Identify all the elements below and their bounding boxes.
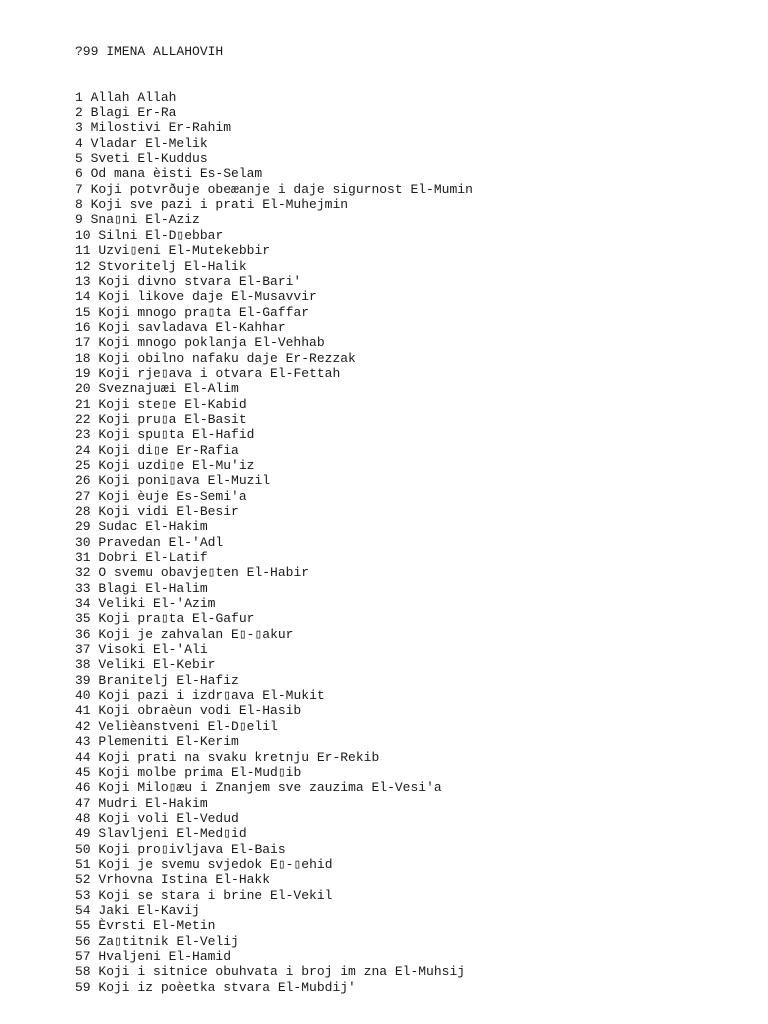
list-item: 48 Koji voli El-Vedud [75,810,239,826]
list-item: 57 Hvaljeni El-Hamid [75,948,232,964]
list-item: 41 Koji obraèun vodi El-Hasib [75,703,302,719]
list-item: 26 Koji poni▯ava El-Muzil [75,473,271,489]
list-item: 16 Koji savladava El-Kahhar [75,319,286,335]
list-item: 32 O svemu obavje▯ten El-Habir [75,565,310,581]
list-item: 47 Mudri El-Hakim [75,795,208,811]
list-item: 51 Koji je svemu svjedok E▯-▯ehid [75,856,333,872]
list-item: 36 Koji je zahvalan E▯-▯akur [75,626,294,642]
list-item: 30 Pravedan El-'Adl [75,534,224,550]
list-item: 35 Koji pra▯ta El-Gafur [75,611,255,627]
list-item: 46 Koji Milo▯æu i Znanjem sve zauzima El-Vesi'a [75,780,442,796]
list-item: 4 Vladar El-Melik [75,135,208,151]
list-item: 27 Koji èuje Es-Semi'a [75,488,247,504]
list-item: 33 Blagi El-Halim [75,580,208,596]
list-item: 15 Koji mnogo pra▯ta El-Gaffar [75,304,310,320]
list-item: 10 Silni El-D▯ebbar [75,227,224,243]
list-item: 14 Koji likove daje El-Musavvir [75,289,317,305]
list-item: 58 Koji i sitnice obuhvata i broj im zna El-Muhsij [75,964,466,980]
list-item: 11 Uzvi▯eni El-Mutekebbir [75,243,271,259]
list-item: 49 Slavljeni El-Med▯id [75,826,247,842]
list-item: 55 Èvrsti El-Metin [75,918,216,934]
list-item: 43 Plemeniti El-Kerim [75,734,239,750]
document-title: ?99 IMENA ALLAHOVIH [75,43,224,59]
list-item: 52 Vrhovna Istina El-Hakk [75,872,271,888]
list-item: 12 Stvoritelj El-Halik [75,258,247,274]
list-item: 18 Koji obilno nafaku daje Er-Rezzak [75,350,356,366]
list-item: 53 Koji se stara i brine El-Vekil [75,887,333,903]
list-item: 56 Za▯titnik El-Velij [75,933,239,949]
list-item: 25 Koji uzdi▯e El-Mu'iz [75,457,255,473]
list-item: 29 Sudac El-Hakim [75,519,208,535]
list-item: 24 Koji di▯e Er-Rafia [75,442,239,458]
list-item: 37 Visoki El-'Ali [75,642,208,658]
list-item: 13 Koji divno stvara El-Bari' [75,273,302,289]
list-item: 50 Koji pro▯ivljava El-Bais [75,841,286,857]
list-item: 28 Koji vidi El-Besir [75,504,239,519]
list-item: 5 Sveti El-Kuddus [75,151,208,167]
list-item: 42 Velièanstveni El-D▯elil [75,718,278,734]
list-item: 54 Jaki El-Kavij [75,902,200,918]
list-item: 23 Koji spu▯ta El-Hafid [75,427,255,443]
list-item: 1 Allah Allah [75,89,177,105]
list-item: 20 Sveznajuæi El-Alim [75,381,239,397]
list-item: 44 Koji prati na svaku kretnju Er-Rekib [75,749,380,765]
list-item: 22 Koji pru▯a El-Basit [75,411,247,427]
document-text [75,13,473,1010]
list-item: 40 Koji pazi i izdr▯ava El-Mukit [75,688,325,704]
list-item: 7 Koji potvrðuje obeæanje i daje sigurnost El-Mumin [75,181,473,197]
names-list [75,90,473,995]
list-item: 21 Koji ste▯e El-Kabid [75,396,247,412]
list-item: 19 Koji rje▯ava i otvara El-Fettah [75,365,341,381]
list-item: 6 Od mana èisti Es-Selam [75,166,263,182]
list-item: 17 Koji mnogo poklanja El-Vehhab [75,335,325,351]
list-item: 31 Dobri El-Latif [75,550,208,566]
list-item: 38 Veliki El-Kebir [75,657,216,673]
list-item: 45 Koji molbe prima El-Mud▯ib [75,764,302,780]
list-item: 2 Blagi Er-Ra [75,105,177,121]
list-item: 3 Milostivi Er-Rahim [75,120,232,136]
list-item: 8 Koji sve pazi i prati El-Muhejmin [75,197,349,213]
list-item: 9 Sna▯ni El-Aziz [75,212,200,228]
list-item: 39 Branitelj El-Hafiz [75,672,239,688]
list-item: 59 Koji iz poèetka stvara El-Mubdij' [75,979,356,995]
list-item: 34 Veliki El-'Azim [75,596,216,612]
